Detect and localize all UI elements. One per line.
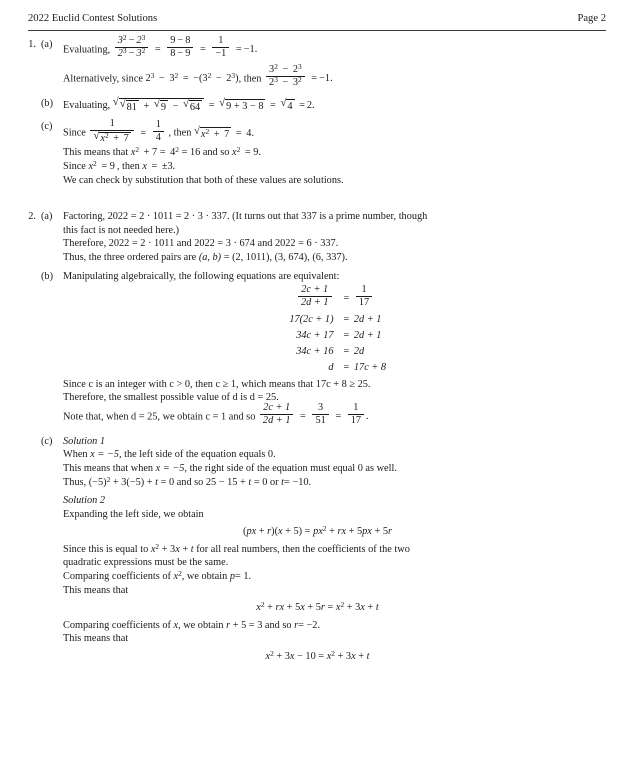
num-3a: 3 [117, 35, 123, 47]
num-9: 9 [170, 35, 176, 47]
final-equation: $x^2 + 3x - 10 = x^2 + 3x + t$ [265, 649, 370, 662]
problem-1-part-c [41, 117, 634, 187]
frac-den-17: 17 [356, 296, 372, 309]
part-2c-body [63, 435, 634, 668]
expr-x2-eq-9: $x^2 = 9$ [88, 158, 115, 172]
x-symbol: x [173, 619, 179, 631]
line-2c-s2-intro: Expanding the left side, we obtain [63, 508, 204, 520]
num-one-c: 1 [109, 117, 115, 129]
note-frac3-num: 1 [353, 402, 359, 414]
expr-x-pm3: x = ±3. [142, 160, 176, 172]
right-side-text: , the right side of the equation must equal 0 as well. [184, 463, 397, 475]
and-so-text: and so [202, 147, 230, 159]
line-2a-3: Therefore, 2022 = 2 · 1011 and 2022 = 3 · 674 and 2022 = 6 · 337. [63, 238, 339, 250]
equals-b1: = [208, 100, 215, 112]
note-frac-num: 2c + 1 [263, 402, 291, 414]
equation-row-4 [63, 345, 612, 359]
expr-x2-9: $x^2 = 9$. [232, 145, 261, 159]
den-8: 8 [170, 48, 176, 60]
problem-2-part-b [41, 270, 634, 428]
substitution-expression: $(-5)^2 + 3(-5) + t$ [88, 474, 159, 488]
identity-expression: $2^3 - 3^2 = -(3^2 - 2^3)$ [145, 71, 239, 85]
line-2a-2: this fact is not needed here.) [63, 224, 180, 236]
note-fraction-group [258, 402, 369, 427]
eq4-lhs: 34c + 16 [296, 346, 334, 358]
thus-text: Thus, [63, 476, 87, 488]
frac-den-2d1: 2d + 1 [298, 296, 332, 309]
eq2-lhs: 17(2c + 1) [289, 313, 334, 325]
since-text-c3: Since [63, 160, 86, 172]
note-frac2-num: 3 [318, 402, 324, 414]
line-2c-s1-2 [63, 462, 612, 476]
minus-2: − [128, 48, 135, 60]
equals-1: = [154, 44, 161, 56]
line-1c-2 [63, 146, 612, 160]
problem-2-parts [41, 210, 634, 668]
or-t-text: = 0 or [253, 476, 279, 488]
value-pm3: ±3 [161, 160, 173, 172]
exp-2a: 2 [122, 33, 127, 43]
eq-row1: = [343, 292, 350, 304]
r-plus-5-text: + 5 = 3 and so [232, 619, 292, 631]
when-text: When [63, 449, 88, 461]
problem-1-part-a [41, 33, 634, 91]
problem-1-parts [41, 33, 634, 188]
t-symbol-3: t [281, 476, 285, 488]
fraction-2: $\frac{3^2 - 2^3}{2^3 - 3^2}$ = −1. [264, 73, 333, 84]
sqrt-9: 9 [160, 101, 166, 113]
part-label-a: (a) [41, 39, 53, 50]
problem-2-number: 2. [28, 211, 36, 223]
result-2: 2 [306, 100, 313, 112]
eq-row2: = [343, 313, 350, 325]
page-header [28, 12, 606, 26]
solution-1-heading: Solution 1 [63, 435, 106, 447]
problem-1 [0, 33, 634, 188]
part-2b-body [63, 270, 634, 428]
eq-row3: = [343, 330, 350, 342]
display-equation-expand [63, 525, 612, 539]
problem-2-part-c [41, 435, 634, 668]
line-1b-1 [63, 97, 612, 115]
line-1c-4: We can check by substitution that both of these values are solutions. [63, 174, 344, 186]
equation-row-1 [63, 283, 612, 311]
part-label-2b: (b) [41, 271, 54, 283]
num-8: 8 [185, 35, 191, 47]
eq-row5: = [343, 362, 350, 374]
note-prefix-text: Note that, when d = 25, we obtain c = 1 and so [63, 411, 256, 423]
eq3-rhs: 2d + 1 [353, 330, 382, 342]
thus-pairs-text: Thus, the three ordered pairs are [63, 251, 197, 263]
equation-row-5 [63, 361, 612, 375]
problem-1-part-b [41, 97, 634, 115]
line-2c-s2-5 [63, 619, 612, 633]
pairs-values: = (2, 1011), (3, 674), (6, 337). [223, 251, 348, 263]
page-content [0, 33, 634, 673]
note-eq-2: = [335, 411, 342, 423]
problem-2 [0, 210, 634, 668]
x-equals-neg5-b: x = −5 [155, 463, 185, 475]
den-four-c: 4 [153, 131, 164, 144]
exp-2b: 2 [141, 46, 146, 56]
part-label-c: (c) [41, 121, 53, 133]
line-2b-intro: Manipulating algebraically, the following equations are equivalent: [63, 271, 340, 283]
frac-num-1: 1 [361, 283, 367, 295]
equals-2: = [199, 44, 206, 56]
p-value-text: = 1. [234, 571, 252, 583]
expanded-product-equation: $(px + r)(x + 5) = px^2$ + rx + 5px + 5r [243, 524, 392, 538]
line-2a-4 [63, 251, 612, 265]
eq5-rhs: 17c + 8 [353, 362, 387, 374]
expr-x2-7-16: $x^2 + 7 = 4^2 = 16$ [130, 145, 201, 159]
t-value-text: = −10. [284, 476, 312, 488]
den-2a: 2 [117, 48, 123, 60]
then-text: , then [238, 73, 262, 85]
this-means-text: This means that [63, 147, 129, 159]
eq-row4: = [343, 346, 350, 358]
comparing-coeff-x-text: Comparing coefficients of [63, 619, 171, 631]
part-b-body [63, 97, 634, 115]
header-page-number: Page 2 [577, 13, 606, 24]
since-text: Since [63, 127, 86, 139]
equation-row-3 [63, 329, 612, 343]
since-equal-text: Since this is equal to [63, 543, 149, 555]
problem-2-part-a [41, 210, 634, 264]
t-symbol-2: t [248, 476, 252, 488]
line-2c-s2-1 [63, 543, 612, 557]
equals-b2: = [270, 100, 276, 112]
line-2a-1: Factoring, 2022 = 2 · 1011 = 2 · 3 · 337. (It turns out that 337 is a prime number, though [63, 211, 428, 223]
header-rule [28, 30, 606, 31]
line-2c-s2-2: quadratic expressions must be the same. [63, 557, 229, 569]
part-label-b: (b) [41, 97, 54, 109]
exp-3b: 3 [122, 46, 127, 56]
line-2c-s2-4: This means that [63, 584, 129, 596]
quadratic-x2-3x-t: $x^2 + 3x + t$ [150, 541, 194, 555]
equation-chain-2b [63, 283, 612, 375]
sqrt-64: 64 [189, 101, 201, 113]
line-2c-s2-3 [63, 570, 612, 584]
r-symbol-2: r [294, 619, 299, 631]
minus-4: − [177, 48, 184, 60]
equals-b3: = [299, 100, 305, 112]
x-squared-symbol: $x^2$ [173, 568, 182, 583]
then-text-c3: , then [116, 160, 140, 172]
line-2c-s1-1 [63, 448, 612, 462]
r-symbol-1: r [226, 619, 231, 631]
result-neg1: −1 [243, 44, 255, 56]
line-2c-s1-3 [63, 476, 612, 490]
fraction-1 [113, 33, 258, 60]
plus-3-neg5: + 3(−5) + [112, 476, 153, 488]
we-obtain-text: , we obtain [181, 571, 228, 583]
note-frac2-den: 51 [312, 414, 328, 427]
part-label-2c: (c) [41, 435, 53, 447]
part-label-2a: (a) [41, 211, 53, 223]
exp-3a: 3 [141, 33, 146, 43]
neg5-paren: (−5) [88, 476, 107, 488]
minus-3: − [177, 35, 184, 47]
comparing-coeff-text: Comparing coefficients of [63, 571, 171, 583]
line-2b-note [63, 402, 612, 429]
part-c-body [63, 117, 634, 187]
we-obtain-text-2: , we obtain [178, 619, 224, 631]
nested-radical-expression: √ √ 81 + √ 9 − √ 64 = √ 9 + 3 − 8 = √ 4 = 2. [112, 96, 315, 113]
sqrt-81: 81 [126, 101, 137, 113]
note-eq-1: = [300, 411, 306, 423]
evaluating-text: Evaluating, [63, 44, 111, 56]
r-value-text: = −2. [298, 619, 321, 631]
line-1c-1 [63, 117, 612, 146]
part-2a-body [63, 210, 634, 264]
and-so-25-text: = 0 and so 25 − 15 + [160, 476, 246, 488]
p-symbol: p [229, 571, 235, 583]
num-one-c2: 1 [155, 118, 161, 130]
then-text-c: , then [168, 127, 192, 139]
line-2c-s2-6: This means that [63, 633, 129, 645]
sqrt-4: 4 [287, 100, 293, 112]
reciprocal-equation: 1 √ $x^2 + 7$ = $\frac{1}{4}$ [88, 128, 168, 139]
evaluating-text-b: Evaluating, [63, 100, 111, 112]
den-3a: 3 [136, 48, 142, 60]
equals-3: = [235, 44, 242, 56]
num-2a: 2 [136, 35, 142, 47]
line-1a-1 [63, 33, 612, 62]
display-equation-final-clipped [63, 650, 612, 664]
for-all-reals-text: for all real numbers, then the coefficients of the two [196, 543, 410, 555]
ordered-pair-symbol: (a, b) [198, 251, 222, 263]
eq2-rhs: 2d + 1 [353, 313, 382, 325]
alternatively-text: Alternatively, since [63, 73, 143, 85]
this-means-when-text: This means that when [63, 463, 154, 475]
note-frac-den: 2d + 1 [260, 414, 294, 427]
header-title: 2022 Euclid Contest Solutions [28, 13, 158, 24]
part-a-body [63, 33, 634, 91]
den-neg1: −1 [212, 47, 229, 60]
minus-1: − [128, 35, 135, 47]
line-1a-2 [63, 62, 612, 91]
den-9: 9 [185, 48, 191, 60]
line-1c-3 [63, 160, 612, 174]
coefficient-equation: $x^2$ + rx + $5x + 5r = x^2 + 3x + t$ [256, 600, 379, 614]
problem-1-number: 1. [28, 39, 36, 50]
num-1: 1 [218, 35, 224, 47]
equation-row-2 [63, 313, 612, 327]
note-period: . [366, 411, 369, 423]
t-symbol-1: t [155, 476, 159, 488]
note-frac3-den: 17 [348, 414, 364, 427]
line-2b-since: Since c is an integer with c > 0, then c ≥ 1, which means that 17c + 8 ≥ 25. [63, 378, 371, 390]
eq3-lhs: 34c + 17 [296, 330, 334, 342]
solution-2-heading: Solution 2 [63, 495, 106, 507]
frac-num-2c1: 2c + 1 [301, 283, 329, 295]
period-1: . [254, 44, 258, 56]
eq4-rhs: 2d [353, 346, 365, 358]
eq5-lhs: d [328, 362, 334, 374]
sqrt-inner-sum: 9 + 3 − 8 [226, 100, 264, 112]
left-side-text: , the left side of the equation equals 0. [118, 449, 276, 461]
display-equation-coefficients [63, 601, 612, 615]
line-2b-therefore: Therefore, the smallest possible value of d is d = 25. [63, 392, 279, 404]
sqrt-equation-c: √ $x^2 + 7$ = 4. [193, 124, 255, 140]
x-equals-neg5-a: x = −5 [90, 449, 119, 461]
